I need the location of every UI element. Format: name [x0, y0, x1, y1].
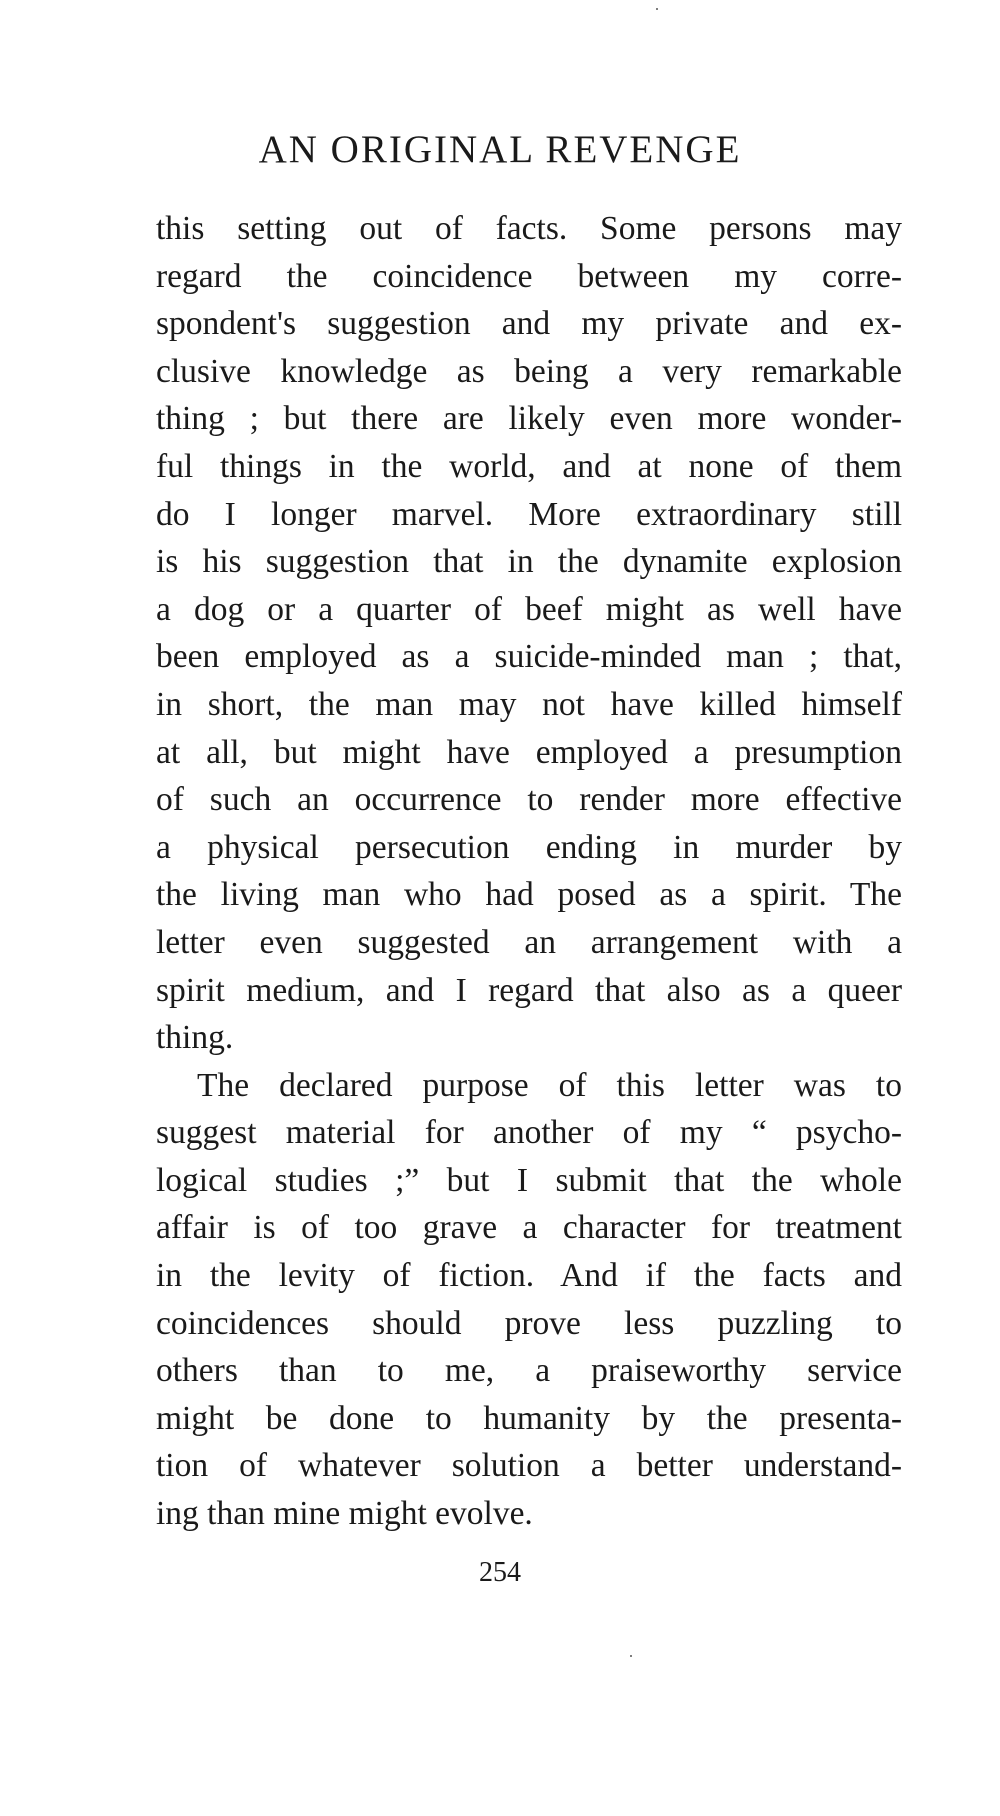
text-line: spirit medium, and I regard that also as a queer [156, 971, 902, 1009]
text-line: of such an occurrence to render more effective [156, 781, 902, 819]
text-line: do I longer marvel. More extraordinary still [156, 495, 902, 533]
text-line: is his suggestion that in the dynamite explosion [156, 543, 902, 581]
body-text [156, 205, 902, 1538]
page-number: 254 [479, 1557, 521, 1588]
text-line: thing ; but there are likely even more wonder- [156, 400, 902, 438]
text-line: been employed as a suicide-minded man ; that, [156, 638, 902, 676]
text-line: ing than mine might evolve. [156, 1495, 533, 1533]
text-line: affair is of too grave a character for treatment [156, 1209, 902, 1247]
text-line: ful things in the world, and at none of them [156, 447, 902, 485]
text-line: logical studies ;” but I submit that the whole [156, 1161, 902, 1199]
text-line: spondent's suggestion and my private and ex- [156, 305, 902, 343]
text-line: others than to me, a praiseworthy service [156, 1352, 902, 1390]
text-line: suggest material for another of my “ psycho- [156, 1114, 902, 1152]
text-line: letter even suggested an arrangement with a [156, 923, 902, 961]
text-line: a physical persecution ending in murder by [156, 828, 902, 866]
text-line: coincidences should prove less puzzling to [156, 1304, 902, 1342]
text-line: a dog or a quarter of beef might as well have [156, 590, 902, 628]
text-line: clusive knowledge as being a very remarkable [156, 352, 902, 390]
scan-speck [630, 1655, 632, 1657]
text-line: regard the coincidence between my corre- [156, 257, 902, 295]
text-line: the living man who had posed as a spirit. The [156, 876, 902, 914]
scan-speck [656, 8, 658, 10]
text-line: in the levity of fiction. And if the facts and [156, 1257, 902, 1295]
text-line: tion of whatever solution a better understand- [156, 1447, 902, 1485]
running-head: AN ORIGINAL REVENGE [258, 128, 742, 171]
text-line: The declared purpose of this letter was to [197, 1066, 902, 1104]
text-line: at all, but might have employed a presumption [156, 733, 902, 771]
text-line: in short, the man may not have killed himself [156, 685, 902, 723]
text-line: might be done to humanity by the presenta- [156, 1399, 902, 1437]
text-line: thing. [156, 1019, 234, 1057]
text-line: this setting out of facts. Some persons may [156, 210, 902, 247]
